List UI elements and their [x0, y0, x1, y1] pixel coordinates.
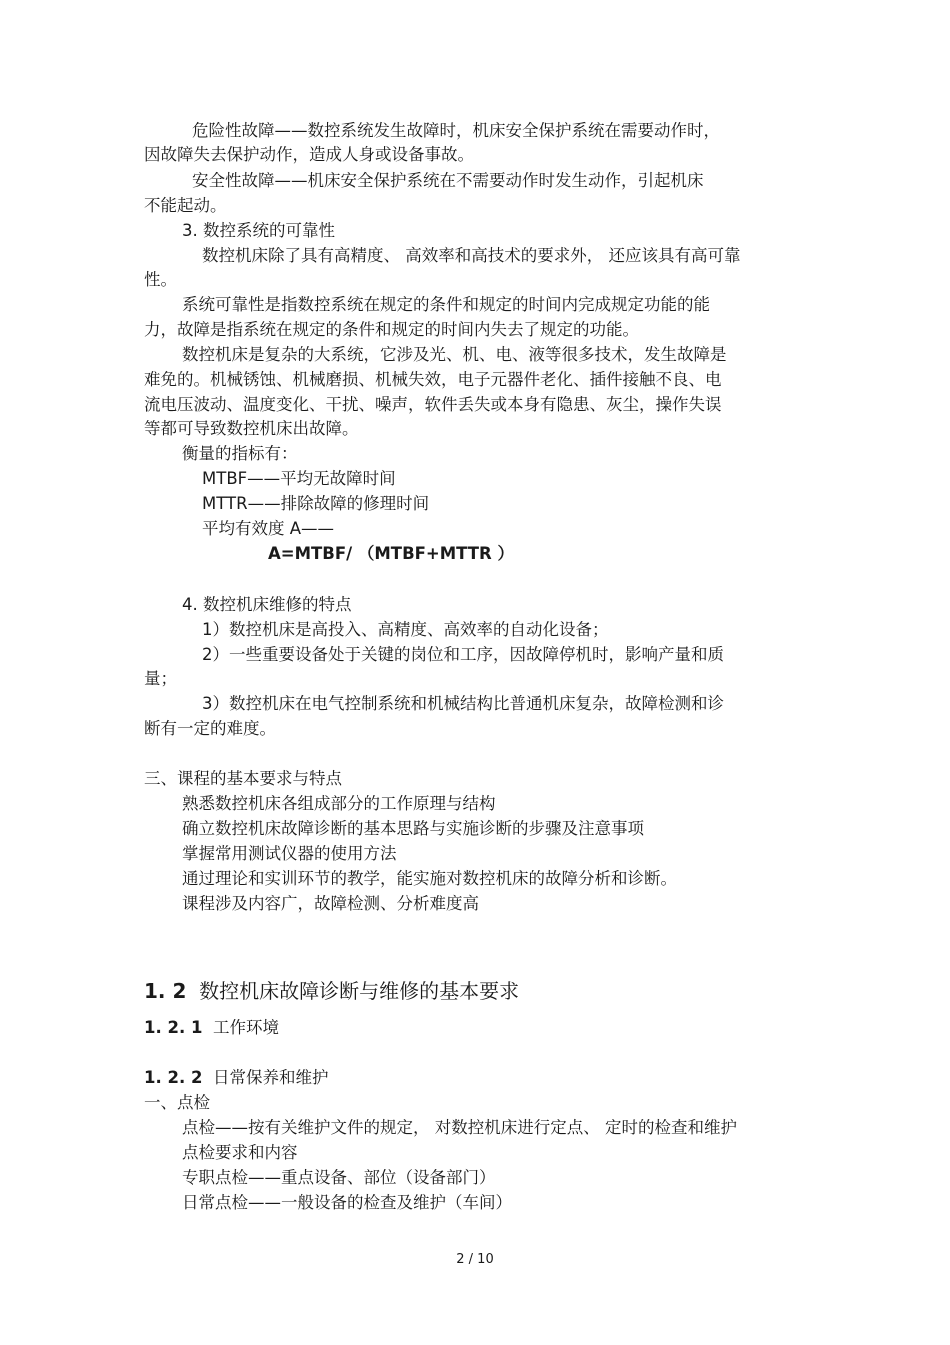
subsection-heading: [144, 1017, 279, 1039]
list-item: 平均有效度 A——: [202, 519, 335, 538]
section-heading: 3. 数控系统的可靠性: [182, 221, 335, 240]
paragraph-line: 数控机床是复杂的大系统，它涉及光、机、电、液等很多技术，发生故障是: [182, 345, 727, 364]
list-item: 2）一些重要设备处于关键的岗位和工序，因故障停机时，影响产量和质: [202, 645, 724, 664]
subsection-heading: [144, 1067, 328, 1089]
paragraph-line: 断有一定的难度。: [144, 719, 276, 738]
subsection-number: 1. 2. 2: [144, 1068, 203, 1087]
paragraph-line: 量；: [144, 669, 177, 688]
paragraph-line: 力，故障是指系统在规定的条件和规定的时间内失去了规定的功能。: [144, 320, 639, 339]
paragraph-line: 点检要求和内容: [182, 1143, 298, 1162]
paragraph-line: 危险性故障——数控系统发生故障时，机床安全保护系统在需要动作时，: [192, 121, 720, 140]
list-item: 通过理论和实训环节的教学，能实施对数控机床的故障分析和诊断。: [182, 869, 677, 888]
paragraph-line: 等都可导致数控机床出故障。: [144, 419, 359, 438]
list-item: MTTR——排除故障的修理时间: [202, 494, 430, 513]
formula: A=MTBF/ （MTBF+MTTR ）: [268, 544, 514, 563]
paragraph-line: 系统可靠性是指数控系统在规定的条件和规定的时间内完成规定功能的能: [182, 295, 710, 314]
section-heading: 一、点检: [144, 1093, 210, 1112]
paragraph-line: 因故障失去保护动作，造成人身或设备事故。: [144, 145, 474, 164]
chapter-heading: [144, 980, 519, 1002]
paragraph-line: 数控机床除了具有高精度、 高效率和高技术的要求外， 还应该具有高可靠: [202, 246, 741, 265]
paragraph-line: 衡量的指标有：: [182, 444, 298, 463]
page-number: 2 / 10: [456, 1252, 494, 1267]
list-item: 日常点检——一般设备的检查及维护（车间）: [182, 1193, 512, 1212]
list-item: 确立数控机床故障诊断的基本思路与实施诊断的步骤及注意事项: [182, 819, 644, 838]
list-item: 3）数控机床在电气控制系统和机械结构比普通机床复杂，故障检测和诊: [202, 694, 724, 713]
paragraph-line: 流电压波动、温度变化、干扰、噪声，软件丢失或本身有隐患、灰尘，操作失误: [144, 395, 722, 414]
paragraph-line: 不能起动。: [144, 196, 227, 215]
subsection-title: 日常保养和维护: [212, 1068, 329, 1087]
chapter-number: 1. 2: [144, 979, 187, 1003]
paragraph-line: 性。: [144, 270, 177, 289]
subsection-number: 1. 2. 1: [144, 1018, 203, 1037]
list-item: MTBF——平均无故障时间: [202, 469, 396, 488]
list-item: 专职点检——重点设备、部位（设备部门）: [182, 1168, 496, 1187]
paragraph-line: 点检——按有关维护文件的规定， 对数控机床进行定点、 定时的检查和维护: [182, 1118, 737, 1137]
paragraph-line: 难免的。机械锈蚀、机械磨损、机械失效，电子元器件老化、插件接触不良、电: [144, 370, 722, 389]
subsection-title: 工作环境: [212, 1018, 279, 1037]
section-heading: 4. 数控机床维修的特点: [182, 595, 352, 614]
list-item: 熟悉数控机床各组成部分的工作原理与结构: [182, 794, 496, 813]
list-item: 课程涉及内容广，故障检测、分析难度高: [182, 894, 479, 913]
list-item: 1）数控机床是高投入、高精度、高效率的自动化设备；: [202, 620, 609, 639]
paragraph-line: 安全性故障——机床安全保护系统在不需要动作时发生动作，引起机床: [192, 171, 704, 190]
section-heading: 三、课程的基本要求与特点: [144, 769, 342, 788]
chapter-title: 数控机床故障诊断与维修的基本要求: [199, 979, 520, 1003]
list-item: 掌握常用测试仪器的使用方法: [182, 844, 397, 863]
